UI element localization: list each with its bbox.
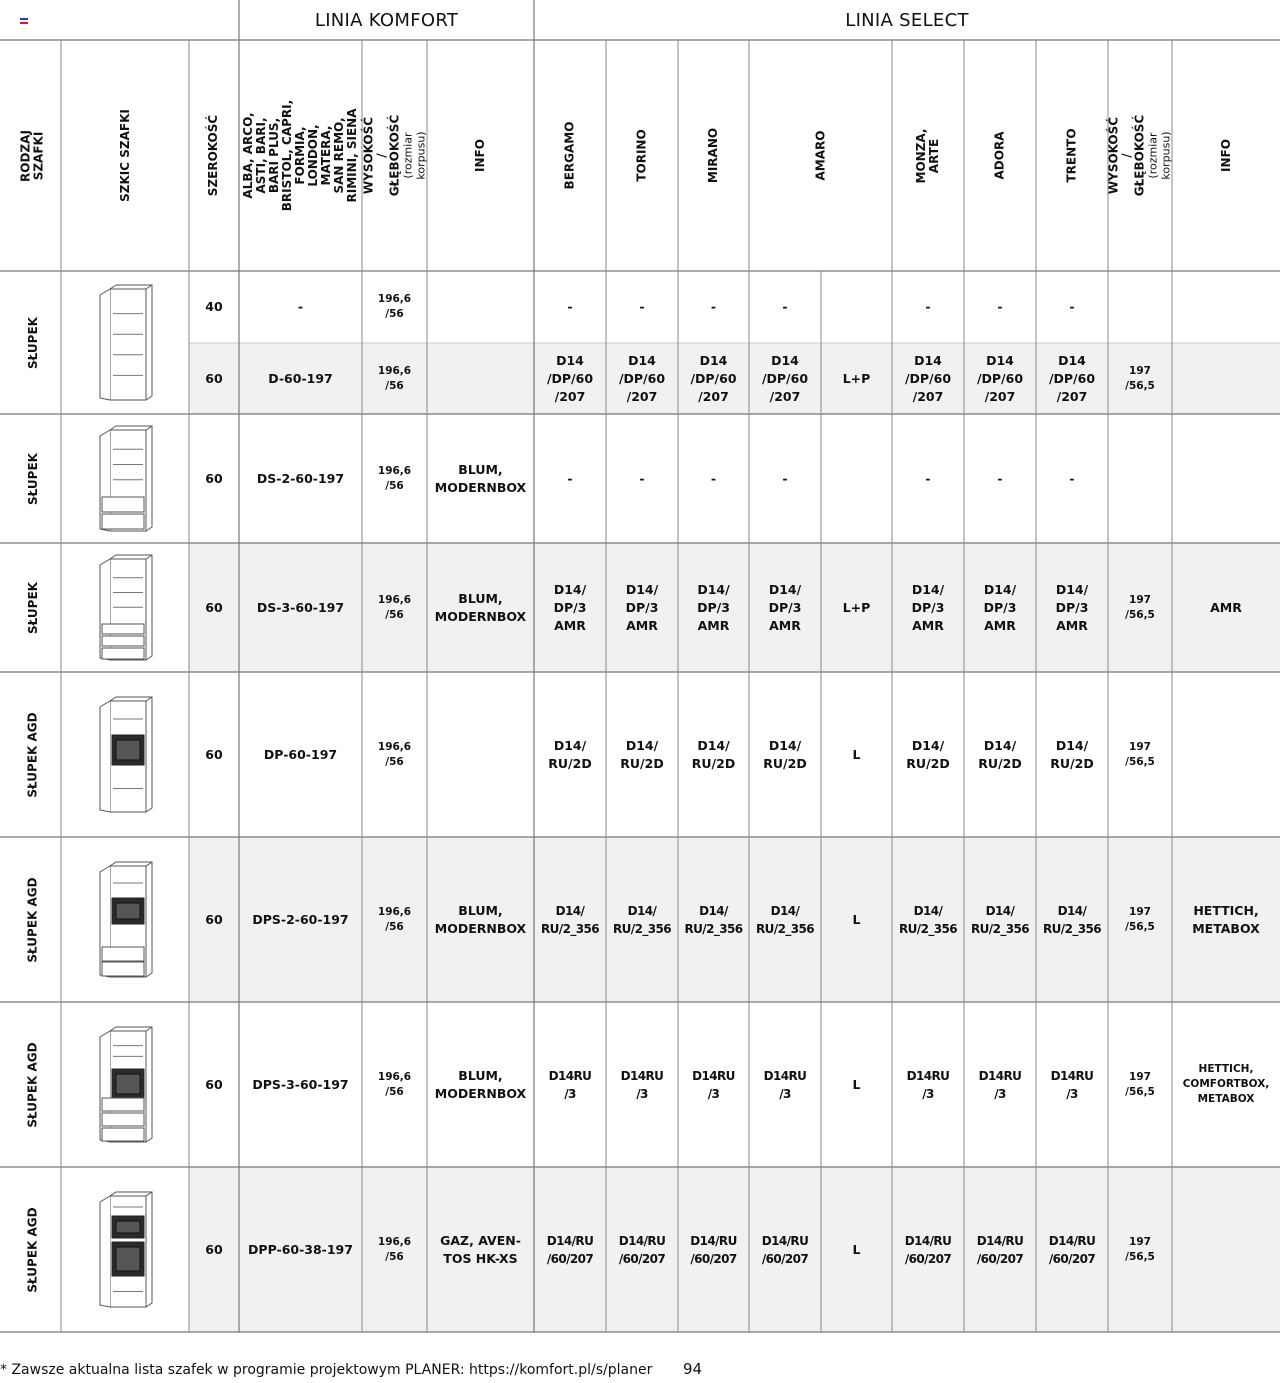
col-mirano-header-label: MIRANO	[706, 127, 720, 184]
col-komfort-models-header	[239, 40, 362, 271]
col-adora-header	[964, 40, 1036, 271]
komfort-dim-cell: 196,6 /56	[377, 740, 412, 768]
col-rodzaj-header	[4, 40, 61, 271]
mirano-cell: D14/ DP/3 AMR	[697, 581, 730, 633]
sketch-stroke	[102, 1098, 144, 1111]
komfort-code-cell: DPP-60-38-197	[248, 1241, 353, 1257]
col-torino-header	[606, 40, 678, 271]
select-dim-cell	[1108, 414, 1172, 543]
komfort-code-cell: -	[297, 299, 304, 314]
col-torino-header-text	[636, 129, 649, 181]
monza-cell: -	[925, 470, 931, 486]
monza-cell: D14/ DP/3 AMR	[911, 581, 945, 633]
monza-cell: D14/ RU/2D	[906, 737, 950, 771]
cabinet-type-label: SŁUPEK AGD	[25, 876, 40, 963]
sketch-stroke	[146, 285, 152, 289]
sketch-stroke	[146, 1192, 152, 1196]
komfort-dim-cell: 196,6 /56	[377, 364, 412, 392]
select-info-cell: HETTICH, METABOX	[1192, 902, 1260, 936]
sketch-stroke	[102, 1128, 144, 1141]
sketch-stroke	[116, 1221, 140, 1233]
adora-cell: D14 /DP/60 /207	[976, 352, 1024, 404]
adora-cell: D14RU /3	[978, 1068, 1022, 1101]
bergamo-cell: -	[567, 299, 573, 314]
komfort-dim-cell: 196,6 /56	[377, 1235, 412, 1263]
width-cell: 60	[205, 1076, 223, 1092]
cabinet-type	[4, 271, 61, 414]
komfort-dim-cell: 196,6 /56	[377, 293, 412, 320]
amaro-cell: D14RU /3	[763, 1068, 807, 1101]
trento-cell: D14/RU /60/207	[1048, 1233, 1096, 1266]
komfort-info-cell: BLUM, MODERNBOX	[434, 1067, 527, 1101]
amaro-side-cell: L	[852, 911, 861, 927]
col-szerokosc-header-text	[208, 115, 221, 196]
select-info-cell	[1172, 414, 1280, 543]
width-cell: 60	[205, 1241, 223, 1257]
sketch-stroke	[102, 962, 144, 976]
amaro-cell: D14/ RU/2_356	[756, 903, 814, 936]
komfort-code-cell: DS-3-60-197	[256, 599, 345, 615]
monza-cell: D14 /DP/60 /207	[904, 352, 952, 404]
col-wysokosc-k-header	[362, 40, 427, 271]
col-wysokosc-s-header-text	[1108, 115, 1173, 197]
col-komfort-models-header-label: ALBA, ARCO, ASTI, BARI, BARI PLUS, BRISTOL, CAPRI, FORMIA, LONDON, MATERA, SAN REMO, RIMINI, SIENA	[241, 99, 359, 212]
komfort-code-cell: D-60-197	[268, 370, 333, 386]
mirano-cell: -	[710, 470, 717, 486]
col-monza-header-text	[915, 120, 941, 192]
width-cell: 60	[205, 911, 223, 927]
col-mirano-header	[678, 40, 749, 271]
select-info-cell	[1172, 1167, 1280, 1332]
komfort-dim-cell: 196,6 /56	[377, 905, 412, 933]
col-wysokosc-k-header-label: WYSOKOŚĆ / GŁĘBOKOŚĆ	[361, 114, 402, 197]
select-dim-cell: 197 /56,5	[1125, 1070, 1155, 1098]
bergamo-cell: D14/ DP/3 AMR	[553, 581, 587, 633]
komfort-code-cell: DPS-3-60-197	[252, 1076, 349, 1092]
cabinet-type	[4, 837, 61, 1002]
monza-cell: -	[925, 299, 931, 314]
col-torino-header-label: TORINO	[634, 129, 649, 182]
col-monza-header-label: MONZA, ARTE	[914, 128, 941, 183]
select-dim-cell: 197 /56,5	[1125, 593, 1155, 621]
sketch-stroke	[146, 697, 152, 701]
sketch-stroke	[110, 289, 146, 400]
sketch-stroke	[116, 1247, 140, 1271]
page-number: 94	[683, 1360, 703, 1378]
select-info-cell	[1172, 672, 1280, 837]
sketch-stroke	[100, 289, 110, 400]
torino-cell: D14RU /3	[620, 1068, 664, 1101]
trento-cell: D14/ DP/3 AMR	[1055, 581, 1089, 633]
col-adora-header-label: ADORA	[992, 131, 1007, 180]
torino-cell: D14/ RU/2D	[620, 737, 664, 771]
appliance-column-oven-sketch	[96, 691, 166, 818]
bergamo-cell: D14 /DP/60 /207	[546, 352, 594, 404]
col-amaro-header-label: AMARO	[813, 130, 827, 181]
col-mirano-header-text	[707, 128, 720, 183]
sketch-stroke	[102, 947, 144, 961]
komfort-info-cell	[427, 271, 534, 343]
cabinet-type	[4, 672, 61, 837]
torino-cell: -	[639, 299, 645, 314]
komfort-code-cell: DS-2-60-197	[256, 470, 345, 486]
cabinet-type	[4, 1002, 61, 1167]
width-cell: 60	[205, 599, 223, 615]
adora-cell: D14/RU /60/207	[976, 1233, 1024, 1266]
trento-cell: -	[1069, 299, 1075, 314]
col-info-k-header-text	[474, 139, 487, 172]
cabinet-type-label: SŁUPEK AGD	[25, 1041, 40, 1128]
col-trento-header-label: TRENTO	[1064, 128, 1079, 183]
col-info-s-header-text	[1220, 139, 1233, 172]
appliance-column-oven-2-drawers-sketch	[96, 856, 166, 983]
col-szerokosc-header	[189, 40, 239, 271]
mirano-cell: D14RU /3	[692, 1068, 735, 1101]
col-wysokosc-k-header-sub: (rozmiar korpusu)	[401, 131, 428, 180]
col-bergamo-header-label: BERGAMO	[562, 121, 577, 190]
torino-cell: D14 /DP/60 /207	[618, 352, 666, 404]
col-bergamo-header-text	[564, 122, 577, 190]
col-monza-header	[892, 40, 964, 271]
bergamo-cell: D14/ RU/2D	[548, 737, 592, 771]
amaro-cell: D14/RU /60/207	[761, 1233, 809, 1266]
linia-select-header: LINIA SELECT	[845, 9, 969, 31]
width-cell: 40	[205, 299, 223, 314]
komfort-dim-cell: 196,6 /56	[377, 1070, 412, 1098]
sketch-stroke	[102, 497, 144, 512]
amaro-cell: -	[782, 299, 788, 314]
tall-cabinet-3-drawers-sketch	[96, 549, 166, 666]
sketch-stroke	[146, 1027, 152, 1031]
mirano-cell: -	[710, 299, 717, 314]
linia-komfort-header: LINIA KOMFORT	[314, 9, 459, 31]
torino-cell: D14/ DP/3 AMR	[625, 581, 659, 633]
cabinet-type-label: SŁUPEK AGD	[25, 711, 40, 798]
amaro-cell: D14 /DP/60 /207	[761, 352, 809, 404]
sketch-stroke	[102, 636, 144, 646]
torino-cell: D14/RU /60/207	[618, 1233, 666, 1266]
sketch-stroke	[102, 648, 144, 659]
col-wysokosc-k-header-text	[362, 115, 427, 197]
cabinet-type	[4, 543, 61, 672]
cabinet-type-label: SŁUPEK	[25, 316, 40, 369]
tall-cabinet-2-drawers-sketch	[96, 420, 166, 537]
col-amaro-header-text	[814, 131, 827, 181]
col-bergamo-header	[534, 40, 606, 271]
sketch-stroke	[146, 426, 152, 430]
adora-cell: -	[997, 470, 1003, 486]
select-info-cell	[1172, 271, 1280, 343]
amaro-side-cell: L	[852, 1241, 861, 1257]
mirano-cell: D14/RU /60/207	[690, 1233, 737, 1266]
adora-cell: D14/ DP/3 AMR	[983, 581, 1017, 633]
appliance-column-oven-3-drawers-sketch	[96, 1021, 166, 1148]
select-info-cell: HETTICH, COMFORTBOX, METABOX	[1182, 1063, 1270, 1105]
select-dim-cell: 197 /56,5	[1125, 905, 1155, 933]
trento-cell: D14/ RU/2_356	[1043, 903, 1101, 936]
sketch-stroke	[100, 701, 110, 812]
select-dim-cell: 197 /56,5	[1125, 364, 1155, 392]
select-info-cell: AMR	[1210, 599, 1242, 615]
adora-cell: D14/ RU/2_356	[971, 903, 1029, 936]
komfort-info-cell	[427, 343, 534, 414]
trento-cell: D14RU /3	[1050, 1068, 1094, 1101]
sketch-stroke	[116, 903, 140, 919]
trento-cell: D14/ RU/2D	[1050, 737, 1094, 771]
col-amaro-header	[749, 40, 892, 271]
amaro-cell: D14/ RU/2D	[763, 737, 807, 771]
komfort-info-cell: BLUM, MODERNBOX	[434, 902, 527, 936]
bergamo-cell: D14/RU /60/207	[546, 1233, 594, 1266]
amaro-side-cell: L+P	[842, 370, 871, 386]
col-wysokosc-s-header-sub: (rozmiar korpusu)	[1146, 131, 1173, 180]
cabinet-type-label: SŁUPEK	[25, 452, 40, 505]
komfort-info-cell: BLUM, MODERNBOX	[434, 590, 527, 624]
col-szkic-header-text	[119, 109, 132, 202]
mirano-cell: D14 /DP/60 /207	[690, 352, 737, 404]
adora-cell: D14/ RU/2D	[978, 737, 1022, 771]
amaro-cell: D14/ DP/3 AMR	[768, 581, 802, 633]
col-szkic-header	[61, 40, 189, 271]
mirano-cell: D14/ RU/2D	[691, 737, 736, 771]
col-info-k-header	[427, 40, 534, 271]
col-trento-header	[1036, 40, 1108, 271]
bergamo-cell: D14RU /3	[548, 1068, 592, 1101]
sketch-stroke	[102, 1113, 144, 1126]
sketch-stroke	[102, 514, 144, 529]
cabinet-type	[4, 414, 61, 543]
select-info-cell	[1172, 343, 1280, 414]
col-rodzaj-header-label: RODZAJ SZAFKI	[18, 129, 46, 182]
footer-note: * Zawsze aktualna lista szafek w programie projektowym PLANER: https://komfort.pl/s/planer	[0, 1362, 653, 1378]
amaro-side-cell: L	[852, 746, 861, 762]
cabinet-type	[4, 1167, 61, 1332]
komfort-info-cell: GAZ, AVEN- TOS HK-XS	[440, 1232, 521, 1266]
sketch-stroke	[116, 740, 140, 760]
komfort-dim-cell: 196,6 /56	[377, 593, 412, 621]
komfort-info-cell: BLUM, MODERNBOX	[434, 461, 527, 495]
select-dim-cell: 197 /56,5	[1125, 740, 1155, 768]
amaro-cell: -	[782, 470, 788, 486]
col-wysokosc-s-header	[1108, 40, 1172, 271]
col-adora-header-text	[993, 132, 1006, 180]
width-cell: 60	[205, 746, 223, 762]
torino-cell: D14/ RU/2_356	[613, 903, 671, 936]
torino-cell: -	[639, 470, 645, 486]
komfort-info-cell	[427, 672, 534, 837]
bergamo-cell: -	[567, 470, 573, 486]
appliance-column-two-ovens-sketch	[96, 1186, 166, 1313]
mirano-cell: D14/ RU/2_356	[684, 903, 743, 936]
komfort-dim-cell: 196,6 /56	[377, 464, 412, 492]
bergamo-cell: D14/ RU/2_356	[541, 903, 599, 936]
amaro-side-cell	[821, 414, 892, 543]
col-info-s-header	[1172, 40, 1280, 271]
col-rodzaj-header-text	[20, 127, 46, 184]
sketch-stroke	[100, 1196, 110, 1307]
col-szerokosc-header-label: SZEROKOŚĆ	[206, 114, 221, 197]
col-info-s-header-label: INFO	[1218, 139, 1233, 172]
amaro-side-cell	[821, 271, 892, 343]
sketch-stroke	[146, 555, 152, 559]
col-trento-header-text	[1066, 128, 1079, 182]
amaro-side-cell: L+P	[842, 599, 871, 615]
cabinet-type-label: SŁUPEK	[25, 581, 40, 634]
select-dim-cell: 197 /56,5	[1125, 1235, 1155, 1263]
width-cell: 60	[205, 370, 223, 386]
width-cell: 60	[205, 470, 223, 486]
trento-cell: -	[1069, 470, 1075, 486]
komfort-code-cell: DP-60-197	[263, 746, 338, 762]
select-dim-cell	[1108, 271, 1172, 343]
cabinet-type-label: SŁUPEK AGD	[25, 1206, 40, 1293]
komfort-code-cell: DPS-2-60-197	[252, 911, 349, 927]
sketch-stroke	[146, 862, 152, 866]
monza-cell: D14/ RU/2_356	[899, 903, 957, 936]
tall-cabinet-sketch	[96, 279, 166, 406]
col-szkic-header-label: SZKIC SZAFKI	[117, 109, 132, 202]
col-wysokosc-s-header-label: WYSOKOŚĆ / GŁĘBOKOŚĆ	[1106, 114, 1147, 197]
col-komfort-models-header-text	[242, 94, 359, 217]
col-info-k-header-label: INFO	[473, 139, 487, 172]
sketch-stroke	[116, 1074, 140, 1094]
sketch-stroke	[102, 624, 144, 634]
monza-cell: D14/RU /60/207	[904, 1233, 952, 1266]
amaro-side-cell: L	[852, 1076, 861, 1092]
adora-cell: -	[997, 299, 1003, 314]
monza-cell: D14RU /3	[906, 1068, 950, 1101]
trento-cell: D14 /DP/60 /207	[1048, 352, 1096, 404]
